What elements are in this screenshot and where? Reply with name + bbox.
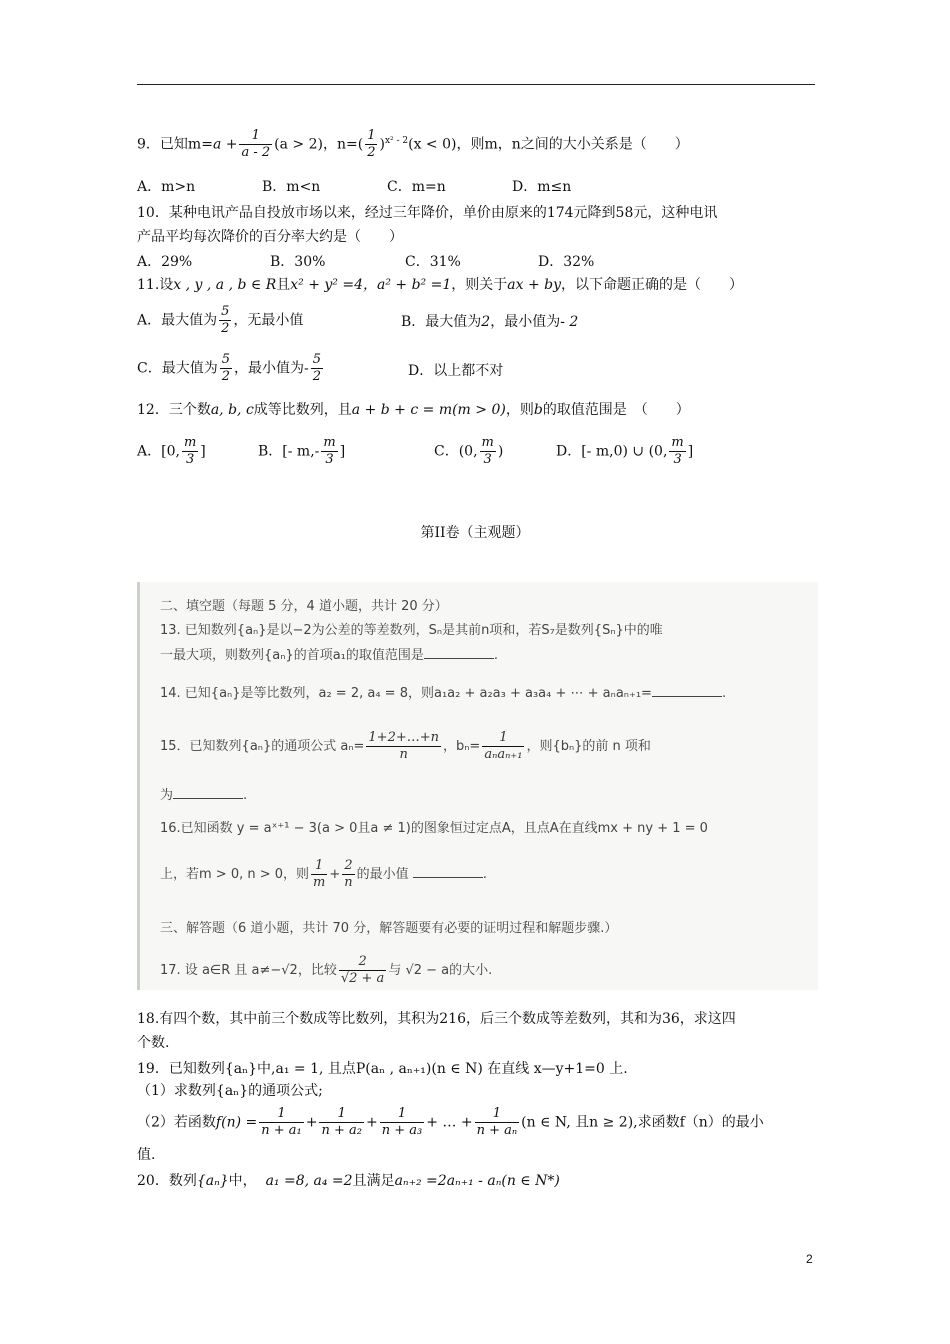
q12-optC-b: ) — [497, 443, 504, 460]
q11-equation: x² + y² =4，a² + b² =1 — [290, 277, 452, 293]
q11-optC-text: ，最小值为 — [234, 360, 304, 377]
q11-optA-text: ，无最小值 — [233, 312, 304, 329]
q9-text-a: 已知m= — [159, 136, 213, 153]
q14-line — [160, 684, 726, 703]
q14-blank — [652, 684, 722, 697]
q19-fraction-4 — [475, 1106, 520, 1139]
q19-fraction-3 — [380, 1106, 425, 1139]
q9-text-d: (x < 0)，则m，n之间的大小关系是（ ） — [408, 136, 689, 153]
q11-option-c — [137, 352, 325, 385]
q19-frac1-den: n + a₁ — [261, 1123, 302, 1138]
q16-text-a: 上，若m > 0, n > 0，则 — [160, 867, 310, 882]
q14-end: . — [721, 686, 727, 701]
q13-blank — [424, 646, 494, 659]
q11-optC-fraction-1 — [220, 352, 232, 385]
q12-optA-fraction — [182, 435, 198, 468]
q20-condition: (n ∈ N*) — [501, 1173, 560, 1189]
q11-vars: x , y , a , b ∈ R — [173, 277, 277, 293]
q9-frac1-den: a - 2 — [241, 145, 271, 160]
q10-option-d: D．32% — [538, 254, 595, 270]
q19-part2-tail: f（n）的最小 — [679, 1114, 764, 1131]
q20-label: 20．数列 — [137, 1173, 197, 1189]
q12-option-a — [137, 435, 206, 468]
fill-blank-heading: 二、填空题（每题 5 分，4 道小题，共计 20 分） — [160, 599, 448, 614]
q11-text-a: 11.设 — [137, 277, 174, 293]
q9-frac1-num: 1 — [251, 128, 260, 143]
q19-frac2-den: n + a₂ — [321, 1123, 362, 1138]
q15-text-a: 15．已知数列{aₙ}的通项公式 aₙ= — [160, 739, 365, 754]
q19-plus-1: + — [305, 1114, 318, 1131]
answer-heading: 三、解答题（6 道小题，共计 70 分，解答题要有必要的证明过程和解题步骤.） — [160, 921, 618, 936]
q19-part-2-line-2: 值. — [137, 1147, 156, 1163]
question-20 — [137, 1172, 560, 1190]
q13-line-2 — [160, 646, 498, 665]
q17-line — [160, 954, 492, 987]
q11-optC-num: 5 — [221, 352, 230, 367]
q18-line-2: 个数. — [137, 1035, 170, 1051]
q19-part-1: （1）求数列{aₙ}的通项公式; — [137, 1083, 323, 1099]
page-number: 2 — [806, 1252, 813, 1266]
q12-option-d — [556, 435, 693, 468]
q11-optA-num: 5 — [221, 304, 230, 319]
q17-text-a: 17. 设 a∈R 且 a≠−√2，比较 — [160, 963, 337, 978]
q15-fraction-2 — [482, 730, 524, 763]
q11-option-d: D．以上都不对 — [408, 363, 504, 379]
q16-blank — [413, 865, 483, 878]
q16-line-1: 16.已知函数 y = aˣ⁺¹ − 3(a > 0且a ≠ 1)的图象恒过定点A，且点A在直线mx + ny + 1 = 0 — [160, 821, 708, 836]
q15-text-c: ，则{bₙ}的前 n 项和 — [526, 739, 651, 754]
q12-text-d: 的取值范围是 （ ） — [542, 402, 690, 418]
q19-dots: + … + — [426, 1114, 473, 1131]
q12-equation: a + b + c = m(m > 0) — [351, 402, 506, 418]
q12-option-c — [434, 435, 503, 468]
q10-option-c: C．31% — [405, 254, 461, 270]
q9-fraction-2 — [365, 128, 377, 161]
q15-text-b: ，bₙ= — [443, 739, 481, 754]
q19-frac3-den: n + a₃ — [381, 1123, 423, 1138]
q12-optC-a: C．(0, — [434, 443, 478, 460]
q11-text-c: ，则关于 — [451, 277, 508, 293]
q12-option-b — [258, 435, 345, 468]
q10-line-1: 10．某种电讯产品自投放市场以来，经过三年降价，单价由原来的174元降到58元，这种电讯 — [137, 205, 718, 221]
q12-optD-num: m — [671, 435, 684, 450]
q16-den1: m — [313, 875, 326, 890]
q17-fraction — [339, 954, 386, 987]
q19-frac2-num: 1 — [337, 1106, 346, 1121]
scanned-image-block — [137, 582, 818, 990]
q11-optB-val: 2 — [481, 314, 491, 330]
q15-den2: aₙaₙ₊₁ — [484, 747, 523, 762]
q11-optC-sign: - — [304, 360, 309, 377]
q12-text-b: 成等比数列，且 — [253, 402, 352, 418]
q17-num: 2 — [358, 954, 367, 969]
q11-optB-val2: - 2 — [560, 314, 579, 330]
q9-option-a: A．m>n — [137, 179, 196, 195]
q12-vars: a, b, c — [210, 402, 254, 418]
q10-option-b: B．30% — [270, 254, 326, 270]
q19-frac4-num: 1 — [492, 1106, 501, 1121]
q11-optA-fraction — [219, 304, 231, 337]
q9-frac2-num: 1 — [367, 128, 376, 143]
q12-optC-num: m — [481, 435, 494, 450]
q18-line-1: 18.有四个数，其中前三个数成等比数列，其积为216，后三个数成等差数列，其和为36，求这四 — [137, 1011, 736, 1027]
q12-optB-b: ] — [339, 443, 346, 460]
question-9: 9．已知m=a + $\frac{1}{a - 2}$ (a > 2)，n=( $\frac{1}{2}$ )$^{x^2 - 2}$(x < 0)，则m，n之间的大小关系是（ ） — [137, 128, 689, 160]
q9-option-c: C．m=n — [387, 179, 446, 195]
q17-text-b: 与 √2 − a的大小. — [388, 963, 493, 978]
q16-plus: + — [329, 867, 341, 882]
q9-option-b: B．m<n — [262, 179, 321, 195]
q15-num: 1+2+…+n — [368, 730, 439, 745]
q15-end: . — [243, 788, 248, 803]
q11-text-d: ，以下命题正确的是（ ） — [561, 277, 743, 293]
q19-frac4-den: n + aₙ — [476, 1123, 518, 1138]
q11-option-b — [401, 313, 578, 331]
q10-line-2: 产品平均每次降价的百分率大约是（ ） — [137, 229, 403, 245]
q11-option-a — [137, 304, 303, 337]
q11-optC-fraction-2 — [311, 352, 323, 385]
q19-part-2 — [137, 1106, 764, 1139]
q9-option-d: D．m≤n — [512, 179, 572, 195]
q12-optB-a: B．[- m,- — [258, 443, 320, 460]
q11-optB-label: B．最大值为 — [401, 314, 482, 330]
q20-initial: a₁ =8, a₄ =2 — [265, 1173, 353, 1189]
q14-text: 14. 已知{aₙ}是等比数列，a₂ = 2, a₄ = 8，则a₁a₂ + a₂a₃ + a₃a₄ + ⋯ + aₙaₙ₊₁= — [160, 686, 652, 701]
q12-optA-num: m — [183, 435, 197, 450]
q10-option-a: A．29% — [137, 254, 193, 270]
q19-part2-cond: (n ∈ N, 且n ≥ 2),求函数 — [521, 1114, 680, 1131]
q12-optB-num: m — [323, 435, 336, 450]
header-rule — [137, 84, 815, 85]
q20-recurrence: aₙ₊₂ =2aₙ₊₁ - aₙ — [394, 1173, 502, 1189]
q16-text-b: 的最小值 — [356, 867, 409, 882]
q15-num2: 1 — [499, 730, 508, 745]
q19-function: f(n) = — [215, 1114, 258, 1131]
q12-optD-a: D．[- m,0) ∪ (0, — [556, 443, 668, 460]
q12-optB-den: 3 — [321, 451, 337, 468]
q16-den2: n — [344, 875, 353, 890]
q11-optC-den2: 2 — [312, 369, 322, 384]
q12-optA-b: ] — [200, 443, 206, 460]
q19-plus-2: + — [365, 1114, 378, 1131]
q16-line-2 — [160, 858, 487, 891]
q15-line-2 — [160, 786, 247, 805]
q16-num2: 2 — [344, 858, 353, 873]
q13-text: 一最大项，则数列{aₙ}的首项a₁的取值范围是 — [160, 648, 424, 663]
q12-optA-den: 3 — [182, 451, 198, 468]
q16-end: . — [482, 867, 487, 882]
q15-den: n — [366, 746, 441, 763]
q20-sequence: {aₙ} — [196, 1173, 229, 1189]
q19-part2-label: （2）若函数 — [137, 1114, 216, 1131]
q15-text-l2: 为 — [160, 788, 174, 803]
q19-frac3-num: 1 — [397, 1106, 407, 1121]
section-title: 第II卷（主观题） — [420, 525, 530, 541]
q19-fraction-2 — [319, 1106, 364, 1139]
question-11 — [137, 276, 743, 294]
q13-end: . — [493, 648, 499, 663]
q12-optB-fraction — [321, 435, 337, 468]
q11-optC-den: 2 — [221, 369, 230, 384]
q9-text-c: (a > 2)，n=( — [274, 136, 364, 153]
q19-frac1-num: 1 — [277, 1106, 286, 1121]
q13-line-1: 13. 已知数列{aₙ}是以−2为公差的等差数列，Sₙ是其前n项和，若S₇是数列{Sₙ}中的唯 — [160, 623, 663, 638]
q12-optD-den: 3 — [669, 451, 685, 468]
q9-number: 9． — [137, 136, 160, 153]
q12-optC-den: 3 — [480, 451, 496, 468]
q12-text-c: ，则 — [505, 402, 534, 418]
q16-num1: 1 — [315, 858, 324, 873]
q11-expr: ax + by — [507, 277, 561, 293]
q9-exponent: x² - 2 — [384, 135, 409, 146]
q15-blank — [173, 786, 243, 799]
q9-fraction-1 — [239, 128, 272, 161]
q15-fraction-1 — [366, 730, 441, 763]
q12-optC-fraction — [480, 435, 496, 468]
q11-optA-den: 2 — [221, 321, 230, 336]
q15-line-1 — [160, 730, 651, 763]
q11-text-b: 且 — [276, 277, 291, 293]
q11-optB-text: ，最小值为 — [490, 314, 561, 330]
q11-optC-num2: 5 — [312, 352, 322, 367]
q16-fraction-2 — [342, 858, 354, 891]
q11-optA-label: A．最大值为 — [137, 312, 218, 329]
q19-line-1: 19．已知数列{aₙ}中,a₁ = 1, 且点P(aₙ , aₙ₊₁)(n ∈ N) 在直线 x—y+1=0 上. — [137, 1061, 628, 1077]
q12-optA-a: A．[0, — [137, 443, 180, 460]
q9-expr: a + — [212, 136, 238, 153]
q19-fraction-1 — [259, 1106, 304, 1139]
q12-optD-b: ] — [687, 443, 694, 460]
q20-text-d: 且满足 — [352, 1173, 395, 1189]
question-12 — [137, 401, 690, 419]
q20-text-b: 中， — [228, 1173, 257, 1189]
q11-optC-label: C．最大值为 — [137, 360, 218, 377]
q12-var: b — [533, 402, 543, 418]
q17-den: √2 + a — [340, 971, 385, 986]
q12-text-a: 12．三个数 — [137, 402, 211, 418]
q12-optD-fraction — [669, 435, 685, 468]
q16-fraction-1 — [311, 858, 327, 891]
q9-frac2-den: 2 — [367, 145, 376, 160]
